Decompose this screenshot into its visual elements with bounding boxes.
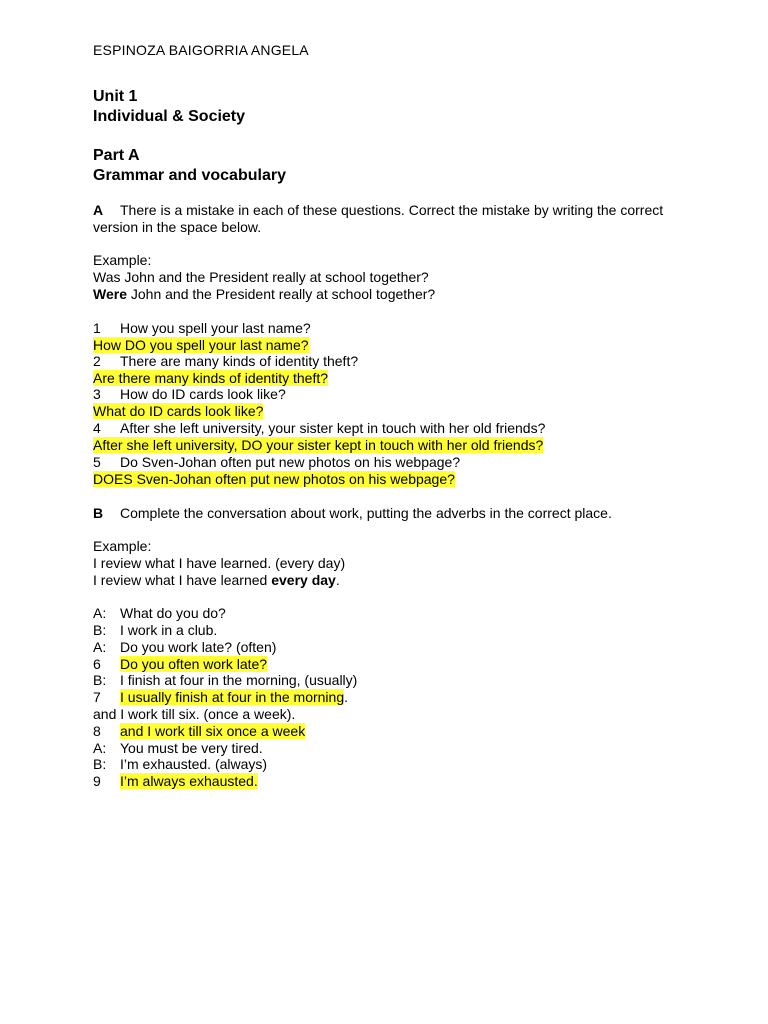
question-number: 3 (93, 386, 101, 402)
section-a-example-right-bold: Were (93, 286, 127, 302)
dialogue-answer-8 (93, 723, 305, 740)
dialogue-text: You must be very tired. (120, 740, 263, 756)
question-text: After she left university, your sister kept in touch with her old friends? (120, 420, 546, 436)
dialogue-line-3 (93, 639, 276, 656)
answer-text: I usually finish at four in the morning (120, 689, 345, 705)
section-b-instruction-text: Complete the conversation about work, putting the adverbs in the correct place. (120, 505, 612, 521)
answer-2 (93, 370, 328, 387)
dialogue-speaker: A: (93, 639, 107, 655)
section-a-instruction (93, 202, 693, 236)
section-a-example-right-rest: John and the President really at school together? (126, 286, 436, 302)
author-name: ESPINOZA BAIGORRIA ANGELA (93, 42, 309, 58)
answer-text: I’m always exhausted. (120, 773, 258, 789)
dialogue-speaker: B: (93, 672, 107, 688)
question-number: 2 (93, 353, 101, 369)
dialogue-answer-9 (93, 773, 258, 790)
dialogue-speaker: B: (93, 756, 107, 772)
section-a-instruction-text: There is a mistake in each of these questions. Correct the mistake by writing the correct version in the space below. (93, 202, 664, 235)
dialogue-line-1 (93, 605, 226, 622)
dialogue-answer-6 (93, 656, 267, 673)
section-b-example-line1: I review what I have learned. (every day) (93, 555, 346, 571)
dialogue-text: I’m exhausted. (always) (120, 756, 268, 772)
example-line2-pre: I review what I have learned (93, 572, 272, 588)
section-b-letter: B (93, 505, 104, 521)
answer-number: 7 (93, 689, 101, 705)
question-number: 5 (93, 454, 101, 470)
question-2 (93, 353, 358, 370)
section-a-example-right (93, 286, 435, 303)
question-text: Do Sven-Johan often put new photos on his webpage? (120, 454, 461, 470)
answer-text: DOES Sven-Johan often put new photos on his webpage? (93, 471, 455, 487)
answer-3 (93, 403, 263, 420)
dialogue-speaker: B: (93, 622, 107, 638)
dialogue-line-7 (93, 706, 295, 723)
question-5 (93, 454, 460, 471)
question-number: 1 (93, 320, 101, 336)
answer-4 (93, 437, 543, 454)
dialogue-line-5 (93, 672, 357, 689)
section-b-example-line2 (93, 572, 340, 589)
dialogue-speaker: A: (93, 605, 107, 621)
question-text: There are many kinds of identity theft? (120, 353, 359, 369)
unit-title: Unit 1 (93, 88, 138, 105)
dialogue-line-10 (93, 756, 267, 773)
answer-text: and I work till six once a week (120, 723, 306, 739)
dialogue-text: I work in a club. (120, 622, 218, 638)
answer-text: How DO you spell your last name? (93, 337, 309, 353)
section-b-instruction (93, 505, 612, 522)
dialogue-speaker: A: (93, 740, 107, 756)
question-text: How do ID cards look like? (120, 386, 286, 402)
unit-subtitle: Individual & Society (93, 108, 246, 125)
dialogue-text: Do you work late? (often) (120, 639, 277, 655)
answer-text: After she left university, DO your sister kept in touch with her old friends? (93, 437, 544, 453)
dialogue-answer-7 (93, 689, 348, 706)
answer-number: 6 (93, 656, 101, 672)
part-subtitle: Grammar and vocabulary (93, 167, 286, 184)
answer-1 (93, 337, 309, 354)
dialogue-text: and I work till six. (once a week). (93, 706, 296, 722)
answer-number: 9 (93, 773, 101, 789)
question-number: 4 (93, 420, 101, 436)
dialogue-line-2 (93, 622, 217, 639)
question-text: How you spell your last name? (120, 320, 311, 336)
dialogue-text: What do you do? (120, 605, 226, 621)
answer-text: Do you often work late? (120, 656, 268, 672)
answer-suffix: . (344, 689, 349, 705)
section-b-example-label: Example: (93, 538, 152, 554)
question-1 (93, 320, 311, 337)
section-a-example-wrong: Was John and the President really at school together? (93, 269, 429, 285)
answer-number: 8 (93, 723, 101, 739)
dialogue-line-9 (93, 740, 263, 757)
section-a-example-label: Example: (93, 252, 152, 268)
dialogue-text: I finish at four in the morning, (usually) (120, 672, 358, 688)
answer-text: Are there many kinds of identity theft? (93, 370, 329, 386)
question-4 (93, 420, 545, 437)
answer-5 (93, 471, 455, 488)
question-3 (93, 386, 286, 403)
example-line2-post: . (335, 572, 340, 588)
section-a-letter: A (93, 202, 104, 218)
example-line2-bold: every day (271, 572, 336, 588)
part-title: Part A (93, 147, 140, 164)
answer-text: What do ID cards look like? (93, 403, 264, 419)
